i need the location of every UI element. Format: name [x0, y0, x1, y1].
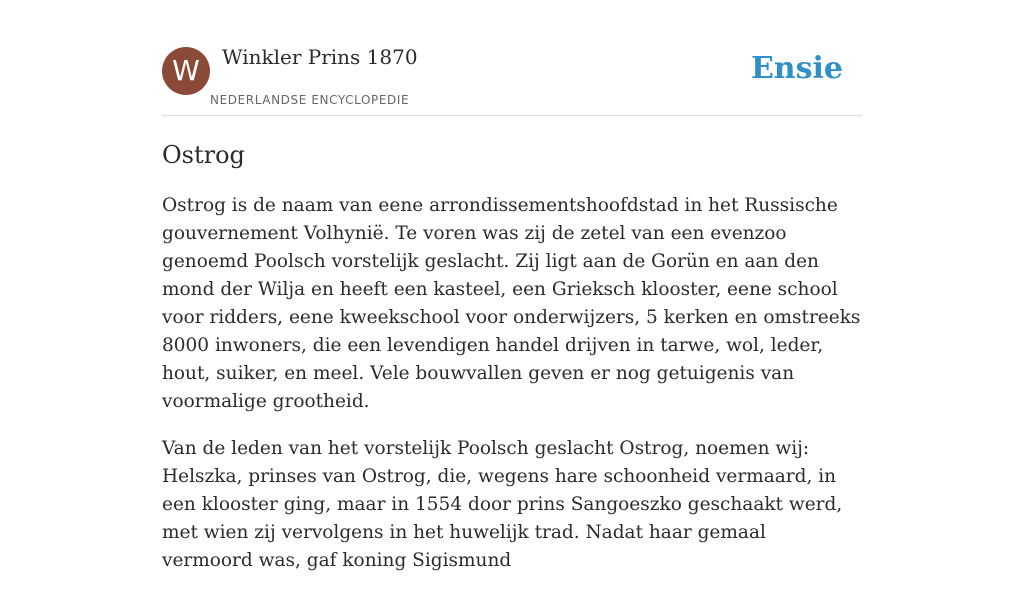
- article-title: Ostrog: [162, 141, 245, 169]
- page-header: [162, 0, 862, 116]
- article-body: [162, 192, 862, 594]
- source-avatar[interactable]: W: [162, 47, 210, 95]
- page-container: [162, 0, 862, 571]
- article-paragraph: Ostrog is de naam van eene arrondissementshoofdstad in het Russische gouvernement Volhynië. Te voren was zij de zetel van een evenzoo genoemd Poolsch vorstelijk geslacht. Zij ligt aan de Gorün en aan den mond der Wilja en heeft een kasteel, een Grieksch klooster, eene school voor ridders, eene kweekschool voor onderwijzers, 5 kerken en omstreeks 8000 inwoners, die een levendigen handel drijven in tarwe, wol, leder, hout, suiker, en meel. Vele bouwvallen geven er nog getuigenis van voormalige grootheid.: [162, 195, 861, 412]
- source-title[interactable]: Winkler Prins 1870: [222, 45, 418, 69]
- article-paragraph: Van de leden van het vorstelijk Poolsch geslacht Ostrog, noemen wij: Helszka, prinses van Ostrog, die, wegens hare schoonheid vermaard, in een klooster ging, maar in 1554 door prins Sangoeszko geschaakt werd, met wien zij vervolgens in het huwelijk trad. Nadat haar gemaal vermoord was, gaf koning Sigismund: [162, 438, 843, 571]
- source-subtitle: NEDERLANDSE ENCYCLOPEDIE: [210, 93, 410, 107]
- ensie-logo[interactable]: Ensie: [750, 51, 843, 86]
